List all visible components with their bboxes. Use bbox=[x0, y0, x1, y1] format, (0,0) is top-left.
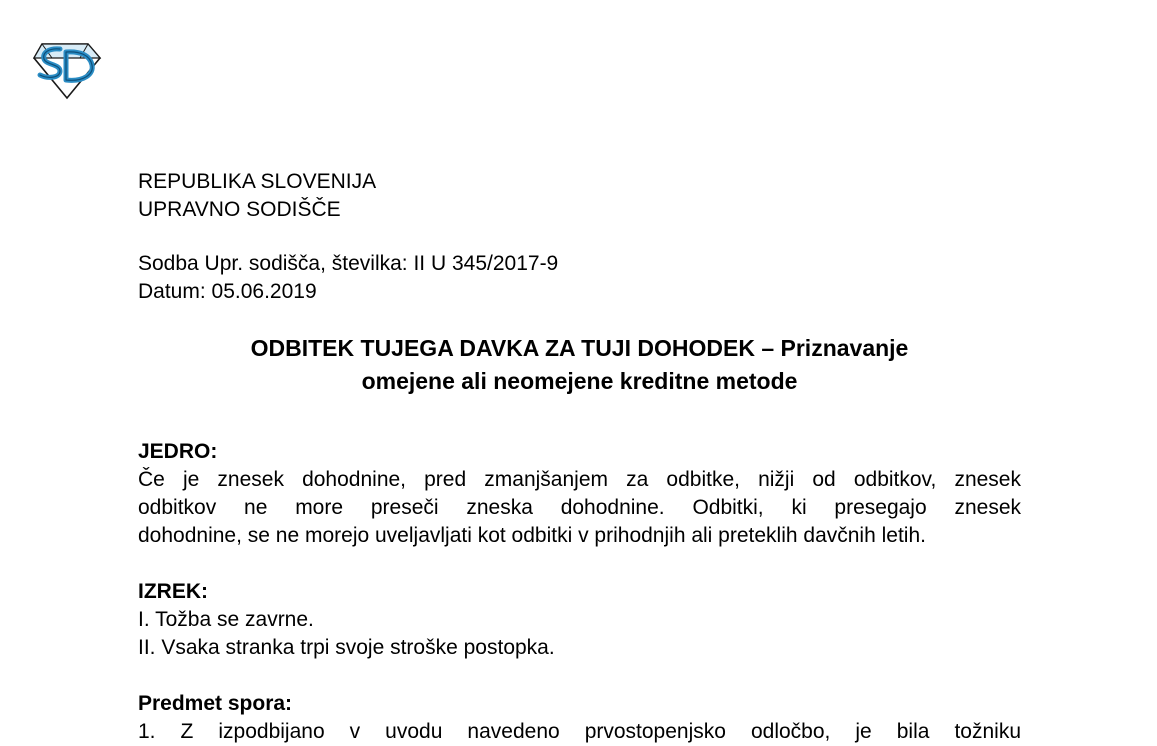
document-title bbox=[138, 332, 1021, 398]
section-predmet-spora bbox=[138, 690, 1021, 746]
predmet-heading: Predmet spora: bbox=[138, 692, 293, 715]
republic-name: REPUBLIKA SLOVENIJA bbox=[138, 170, 377, 193]
court-header bbox=[138, 168, 1021, 224]
jedro-line-1: Če je znesek dohodnine, pred zmanjšanjem za odbitke, nižji od odbitkov, znesek bbox=[138, 468, 1021, 491]
court-name: UPRAVNO SODIŠČE bbox=[138, 198, 341, 221]
section-izrek bbox=[138, 578, 1021, 662]
spacer bbox=[138, 224, 1021, 250]
izrek-item-1: I. Tožba se zavrne. bbox=[138, 608, 314, 631]
jedro-line-2: odbitkov ne more preseči zneska dohodnine. Odbitki, ki presegajo znesek bbox=[138, 496, 1021, 519]
title-line-2: omejene ali neomejene kreditne metode bbox=[361, 368, 798, 394]
document-body bbox=[138, 168, 1021, 746]
izrek-heading: IZREK: bbox=[138, 580, 208, 603]
case-date: Datum: 05.06.2019 bbox=[138, 280, 317, 303]
jedro-line-3: dohodnine, se ne morejo uveljavljati kot odbitki v prihodnjih ali preteklih davčnih letih. bbox=[138, 524, 926, 547]
case-number: Sodba Upr. sodišča, številka: II U 345/2017-9 bbox=[138, 252, 559, 275]
court-emblem-logo bbox=[30, 40, 104, 100]
predmet-line-1: 1. Z izpodbijano v uvodu navedeno prvostopenjsko odločbo, je bila tožniku bbox=[138, 720, 1021, 743]
diamond-logo-icon bbox=[30, 40, 104, 100]
case-info bbox=[138, 250, 1021, 306]
title-line-1: ODBITEK TUJEGA DAVKA ZA TUJI DOHODEK – Priznavanje bbox=[250, 335, 909, 361]
jedro-heading: JEDRO: bbox=[138, 440, 218, 463]
section-jedro bbox=[138, 438, 1021, 550]
izrek-item-2: II. Vsaka stranka trpi svoje stroške postopka. bbox=[138, 636, 555, 659]
